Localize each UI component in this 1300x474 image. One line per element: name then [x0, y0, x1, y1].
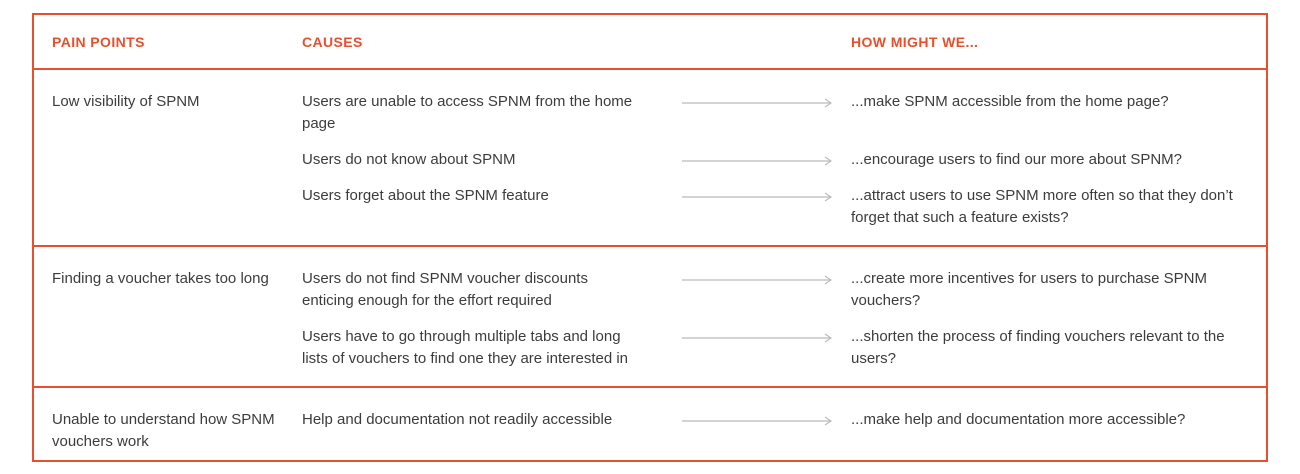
cause-hmw-pair: [302, 268, 1266, 312]
cause-text: Users do not find SPNM voucher discounts enticing enough for the effort required: [302, 270, 588, 309]
hmw-text: ...make SPNM accessible from the home page?: [851, 93, 1169, 110]
hmw-text: ...attract users to use SPNM more often so that they don’t forget that such a feature exists?: [851, 187, 1233, 226]
arrow-right-icon: [650, 185, 851, 229]
arrow-right-icon: [650, 91, 851, 135]
cause-hmw-list: [302, 409, 1266, 453]
cause-hmw-pair: [302, 185, 1266, 229]
hmw-text: ...make help and documentation more accessible?: [851, 411, 1186, 428]
table-header-row: [34, 15, 1266, 70]
cause-hmw-pair: [302, 91, 1266, 135]
table-row-finding-voucher: [34, 245, 1266, 386]
arrow-right-icon: [650, 326, 851, 370]
table-row-unable-understand: [34, 386, 1266, 469]
arrow-right-icon: [650, 268, 851, 312]
cause-text: Users are unable to access SPNM from the home page: [302, 93, 633, 132]
cause-hmw-pair: [302, 326, 1266, 370]
cause-hmw-list: [302, 268, 1266, 370]
header-causes: CAUSES: [302, 33, 363, 50]
header-how-might-we: HOW MIGHT WE...: [851, 33, 979, 50]
header-pain-points: PAIN POINTS: [52, 33, 145, 50]
cause-hmw-list: [302, 91, 1266, 229]
cause-text: Help and documentation not readily accessible: [302, 411, 613, 428]
table-row-low-visibility: [34, 70, 1266, 245]
cause-hmw-pair: [302, 149, 1266, 171]
pain-points-mapping-table: [32, 13, 1268, 462]
cause-hmw-pair: [302, 409, 1266, 431]
pain-point-label: Unable to understand how SPNM vouchers work: [52, 411, 275, 450]
arrow-right-icon: [650, 409, 851, 431]
cause-text: Users have to go through multiple tabs and long lists of vouchers to find one they are interested in: [302, 328, 629, 367]
arrow-right-icon: [650, 149, 851, 171]
hmw-text: ...encourage users to find our more about SPNM?: [851, 151, 1183, 168]
hmw-text: ...create more incentives for users to purchase SPNM vouchers?: [851, 270, 1207, 309]
pain-point-label: Low visibility of SPNM: [52, 93, 200, 110]
cause-text: Users do not know about SPNM: [302, 151, 516, 168]
cause-text: Users forget about the SPNM feature: [302, 187, 549, 204]
pain-point-label: Finding a voucher takes too long: [52, 270, 269, 287]
hmw-text: ...shorten the process of finding vouchers relevant to the users?: [851, 328, 1225, 367]
